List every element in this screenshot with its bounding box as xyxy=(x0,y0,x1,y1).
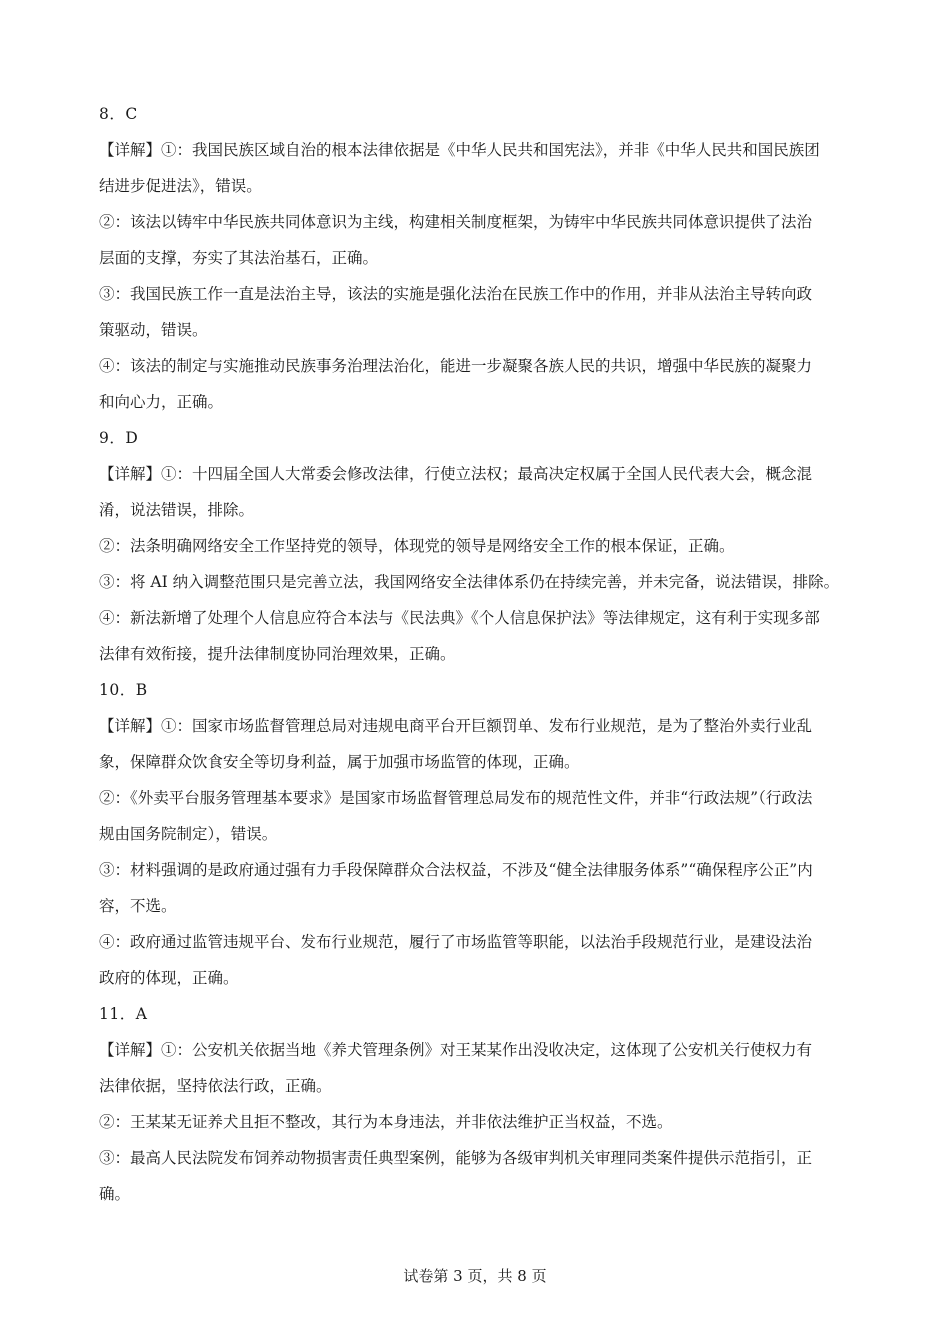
explanation-line: 容，不选。 xyxy=(99,897,177,915)
explanation-line: 政府的体现，正确。 xyxy=(99,969,239,987)
explanation-line: ④：政府通过监管违规平台、发布行业规范，履行了市场监管等职能，以法治手段规范行业，是建设法治 xyxy=(99,933,813,951)
explanation-line: ③：最高人民法院发布饲养动物损害责任典型案例，能够为各级审判机关审理同类案件提供示范指引，正 xyxy=(99,1149,813,1167)
explanation-line: 淆，说法错误，排除。 xyxy=(99,501,255,519)
explanation-line: ③：将 AI 纳入调整范围只是完善立法，我国网络安全法律体系仍在持续完善，并未完备，说法错误，排除。 xyxy=(99,573,840,591)
answer-heading-q8: 8．C xyxy=(99,105,138,123)
explanation-line: 【详解】①：我国民族区域自治的根本法律依据是《中华人民共和国宪法》，并非《中华人民共和国民族团 xyxy=(99,141,820,159)
page-footer: 试卷第 3 页，共 8 页 xyxy=(403,1267,547,1285)
explanation-line: 【详解】①：国家市场监督管理总局对违规电商平台开巨额罚单、发布行业规范，是为了整治外卖行业乱 xyxy=(99,717,813,735)
explanation-line: ②：该法以铸牢中华民族共同体意识为主线，构建相关制度框架，为铸牢中华民族共同体意识提供了法治 xyxy=(99,213,813,231)
explanation-line: 法律有效衔接，提升法律制度协同治理效果，正确。 xyxy=(99,645,456,663)
explanation-line: 策驱动，错误。 xyxy=(99,321,208,339)
explanation-line: 层面的支撑，夯实了其法治基石，正确。 xyxy=(99,249,379,267)
explanation-line: ②：王某某无证养犬且拒不整改，其行为本身违法，并非依法维护正当权益，不选。 xyxy=(99,1113,673,1131)
explanation-line: 和向心力，正确。 xyxy=(99,393,224,411)
explanation-line: 结进步促进法》，错误。 xyxy=(99,177,262,195)
answer-heading-q11: 11．A xyxy=(99,1005,148,1023)
explanation-line: ③：材料强调的是政府通过强有力手段保障群众合法权益，不涉及“健全法律服务体系”“确保程序公正”内 xyxy=(99,861,813,879)
explanation-line: 确。 xyxy=(99,1185,131,1203)
explanation-line: ②：《外卖平台服务管理基本要求》是国家市场监督管理总局发布的规范性文件，并非“行政法规”（行政法 xyxy=(99,789,813,807)
answer-heading-q10: 10．B xyxy=(99,681,148,699)
explanation-line: 【详解】①：十四届全国人大常委会修改法律，行使立法权；最高决定权属于全国人民代表大会，概念混 xyxy=(99,465,813,483)
explanation-line: ④：该法的制定与实施推动民族事务治理法治化，能进一步凝聚各族人民的共识，增强中华民族的凝聚力 xyxy=(99,357,813,375)
explanation-line: ④：新法新增了处理个人信息应符合本法与《民法典》《个人信息保护法》等法律规定，这有利于实现多部 xyxy=(99,609,820,627)
answer-explanations xyxy=(99,96,859,1212)
explanation-line: 【详解】①：公安机关依据当地《养犬管理条例》对王某某作出没收决定，这体现了公安机关行使权力有 xyxy=(99,1041,813,1059)
explanation-line: ②：法条明确网络安全工作坚持党的领导，体现党的领导是网络安全工作的根本保证，正确。 xyxy=(99,537,735,555)
explanation-line: ③：我国民族工作一直是法治主导，该法的实施是强化法治在民族工作中的作用，并非从法治主导转向政 xyxy=(99,285,813,303)
explanation-line: 规由国务院制定），错误。 xyxy=(99,825,278,843)
explanation-line: 象，保障群众饮食安全等切身利益，属于加强市场监管的体现，正确。 xyxy=(99,753,580,771)
answer-heading-q9: 9．D xyxy=(99,429,139,447)
explanation-line: 法律依据，坚持依法行政，正确。 xyxy=(99,1077,332,1095)
